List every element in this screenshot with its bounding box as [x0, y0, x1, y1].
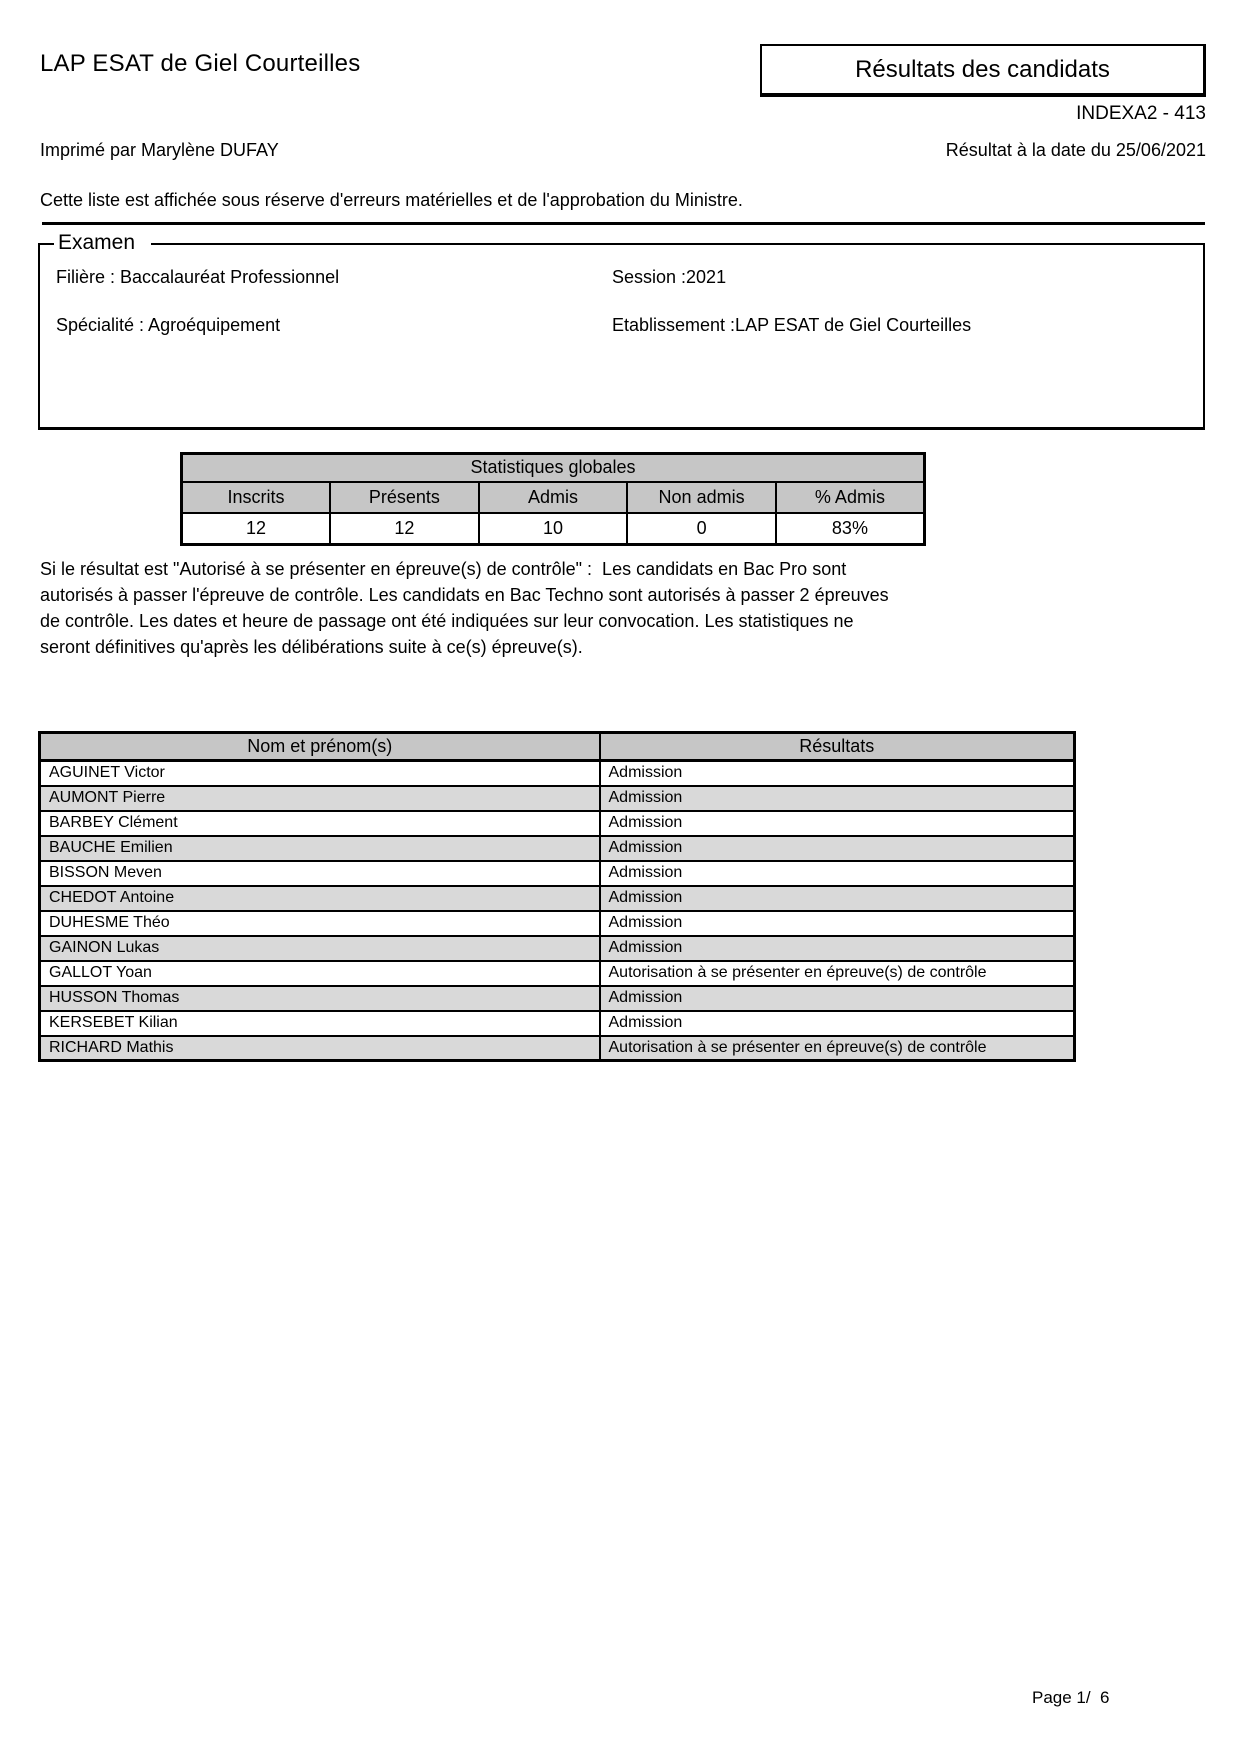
page-number: Page 1/ 6: [1032, 1688, 1110, 1707]
exam-legend: Examen: [54, 231, 151, 255]
result-cell: Admission: [600, 861, 1075, 886]
results-header-name: Nom et prénom(s): [40, 733, 600, 761]
stats-value-presents: 12: [330, 513, 479, 545]
candidate-name-cell: BARBEY Clément: [40, 811, 600, 836]
stats-value-inscrits: 12: [182, 513, 331, 545]
stats-title: Statistiques globales: [182, 454, 925, 482]
control-note-line: autorisés à passer l'épreuve de contrôle. Les candidats en Bac Techno sont autorisés à passer 2 épreuves: [40, 585, 889, 605]
school-name: LAP ESAT de Giel Courteilles: [40, 50, 361, 77]
exam-fieldset: [38, 231, 1205, 430]
exam-session: Session :2021: [612, 267, 727, 287]
table-row: [40, 786, 1075, 811]
stats-value-non-admis: 0: [627, 513, 776, 545]
result-cell: Admission: [600, 811, 1075, 836]
result-cell: Autorisation à se présenter en épreuve(s) de contrôle: [600, 961, 1075, 986]
exam-specialite: Spécialité : Agroéquipement: [56, 315, 281, 335]
table-row: [40, 836, 1075, 861]
table-row: [40, 1036, 1075, 1061]
candidate-name-cell: GALLOT Yoan: [40, 961, 600, 986]
exam-row: [56, 315, 1193, 336]
candidate-name-cell: KERSEBET Kilian: [40, 1011, 600, 1036]
candidate-name-cell: HUSSON Thomas: [40, 986, 600, 1011]
candidate-name-cell: BISSON Meven: [40, 861, 600, 886]
result-cell: Autorisation à se présenter en épreuve(s) de contrôle: [600, 1036, 1075, 1061]
result-cell: Admission: [600, 836, 1075, 861]
table-row: [40, 986, 1075, 1011]
candidate-name-cell: BAUCHE Emilien: [40, 836, 600, 861]
stats-header-non-admis: Non admis: [627, 482, 776, 513]
result-cell: Admission: [600, 911, 1075, 936]
result-cell: Admission: [600, 761, 1075, 786]
stats-title-row: [182, 454, 925, 482]
table-row: [40, 761, 1075, 786]
control-note-line: seront définitives qu'après les délibérations suite à ce(s) épreuve(s).: [40, 637, 583, 657]
stats-header-admis: Admis: [479, 482, 628, 513]
result-cell: Admission: [600, 786, 1075, 811]
stats-value-pct-admis: 83%: [776, 513, 925, 545]
result-cell: Admission: [600, 936, 1075, 961]
result-cell: Admission: [600, 886, 1075, 911]
candidate-name-cell: AUMONT Pierre: [40, 786, 600, 811]
stats-value-row: [182, 513, 925, 545]
global-statistics-table: [180, 452, 926, 546]
exam-filiere: Filière : Baccalauréat Professionnel: [56, 267, 340, 287]
stats-value-admis: 10: [479, 513, 628, 545]
document-title-box: [760, 44, 1206, 97]
document-reference: INDEXA2 - 413: [1076, 103, 1206, 124]
table-row: [40, 936, 1075, 961]
control-note-line: de contrôle. Les dates et heure de passage ont été indiquées sur leur convocation. Les statistiques ne: [40, 611, 854, 631]
table-row: [40, 911, 1075, 936]
exam-etablissement: Etablissement :LAP ESAT de Giel Courteilles: [612, 315, 972, 335]
exam-row: [56, 267, 1193, 288]
candidate-name-cell: AGUINET Victor: [40, 761, 600, 786]
table-row: [40, 886, 1075, 911]
stats-header-inscrits: Inscrits: [182, 482, 331, 513]
table-row: [40, 1011, 1075, 1036]
result-cell: Admission: [600, 1011, 1075, 1036]
candidate-name-cell: CHEDOT Antoine: [40, 886, 600, 911]
result-cell: Admission: [600, 986, 1075, 1011]
results-header-row: [40, 733, 1075, 761]
control-note-line: Si le résultat est "Autorisé à se présenter en épreuve(s) de contrôle" : Les candidats en Bac Pro sont: [40, 559, 847, 579]
results-header-result: Résultats: [600, 733, 1075, 761]
horizontal-divider: [42, 222, 1205, 225]
table-row: [40, 961, 1075, 986]
stats-header-presents: Présents: [330, 482, 479, 513]
printed-by: Imprimé par Marylène DUFAY: [40, 140, 279, 160]
candidate-name-cell: GAINON Lukas: [40, 936, 600, 961]
table-row: [40, 811, 1075, 836]
result-date: Résultat à la date du 25/06/2021: [945, 140, 1206, 160]
control-note: [40, 556, 1000, 660]
notice-text: Cette liste est affichée sous réserve d'erreurs matérielles et de l'approbation du Ministre.: [40, 190, 743, 210]
table-row: [40, 861, 1075, 886]
stats-header-row: [182, 482, 925, 513]
candidate-name-cell: DUHESME Théo: [40, 911, 600, 936]
candidate-name-cell: RICHARD Mathis: [40, 1036, 600, 1061]
candidates-results-table: [38, 731, 1076, 1062]
stats-header-pct-admis: % Admis: [776, 482, 925, 513]
document-title: Résultats des candidats: [855, 55, 1110, 83]
